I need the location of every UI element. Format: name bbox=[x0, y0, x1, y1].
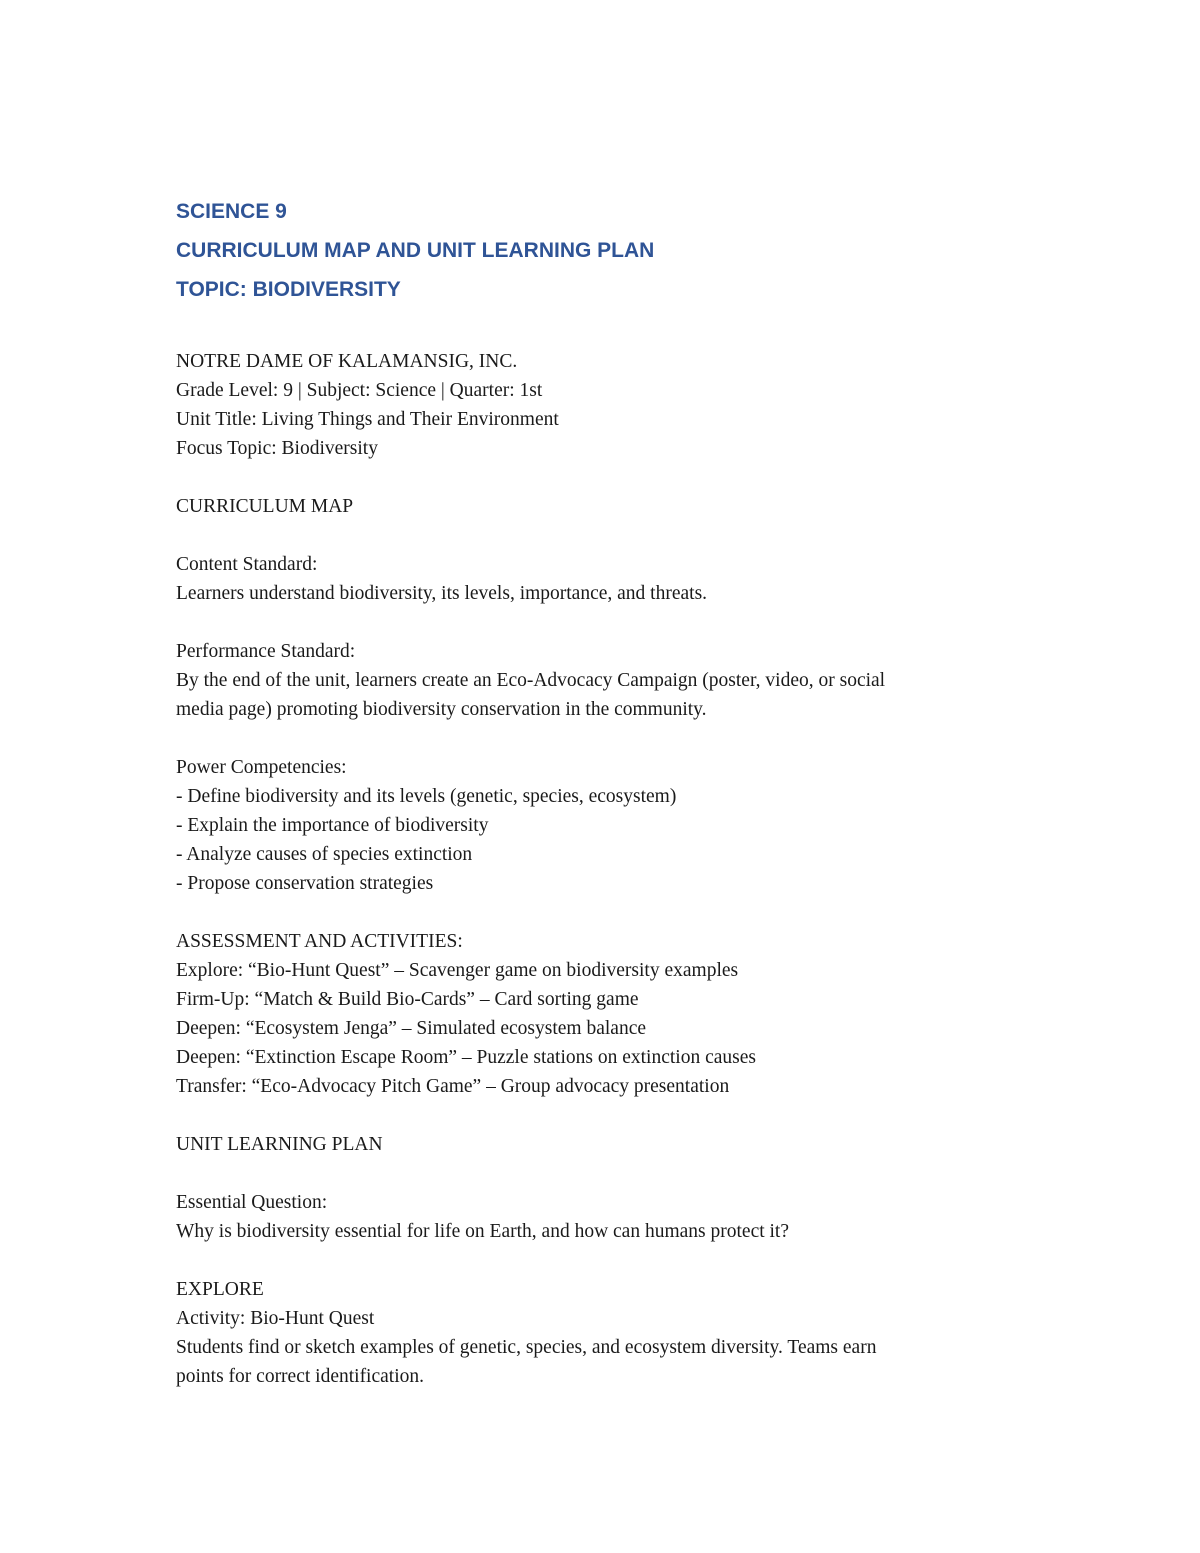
assessment-item: Transfer: “Eco-Advocacy Pitch Game” – Group advocacy presentation bbox=[176, 1076, 730, 1097]
explore-description-line-1: Students find or sketch examples of genetic, species, and ecosystem diversity. Teams earn bbox=[176, 1337, 877, 1358]
essential-question-text: Why is biodiversity essential for life on Earth, and how can humans protect it? bbox=[176, 1221, 790, 1242]
spacer bbox=[176, 1246, 1026, 1275]
power-competency-item: - Propose conservation strategies bbox=[176, 873, 434, 894]
unit-title: Unit Title: Living Things and Their Environment bbox=[176, 409, 559, 430]
assessment-item: Firm-Up: “Match & Build Bio-Cards” – Card sorting game bbox=[176, 989, 639, 1010]
explore-title: EXPLORE bbox=[176, 1279, 264, 1300]
power-competency-item: - Explain the importance of biodiversity bbox=[176, 815, 489, 836]
spacer bbox=[176, 608, 1026, 637]
content-standard-text: Learners understand biodiversity, its levels, importance, and threats. bbox=[176, 583, 708, 604]
performance-standard-label: Performance Standard: bbox=[176, 641, 356, 662]
essential-question-label: Essential Question: bbox=[176, 1192, 328, 1213]
assessment-item: Explore: “Bio-Hunt Quest” – Scavenger game on biodiversity examples bbox=[176, 960, 739, 981]
spacer bbox=[176, 463, 1026, 492]
explore-activity: Activity: Bio-Hunt Quest bbox=[176, 1308, 375, 1329]
power-competency-item: - Analyze causes of species extinction bbox=[176, 844, 473, 865]
assessment-item: Deepen: “Ecosystem Jenga” – Simulated ecosystem balance bbox=[176, 1018, 646, 1039]
spacer bbox=[176, 521, 1026, 550]
performance-standard-text-line-1: By the end of the unit, learners create an Eco-Advocacy Campaign (poster, video, or social bbox=[176, 670, 886, 691]
performance-standard-text-line-2: media page) promoting biodiversity conservation in the community. bbox=[176, 699, 707, 720]
assessment-title: ASSESSMENT AND ACTIVITIES: bbox=[176, 931, 463, 952]
spacer bbox=[176, 1159, 1026, 1188]
unit-learning-plan-title: UNIT LEARNING PLAN bbox=[176, 1134, 383, 1155]
spacer bbox=[176, 309, 1026, 347]
power-competencies-label: Power Competencies: bbox=[176, 757, 347, 778]
document-content bbox=[176, 192, 1026, 1391]
power-competency-item: - Define biodiversity and its levels (genetic, species, ecosystem) bbox=[176, 786, 677, 807]
content-standard-label: Content Standard: bbox=[176, 554, 318, 575]
spacer bbox=[176, 724, 1026, 753]
spacer bbox=[176, 898, 1026, 927]
school-name: NOTRE DAME OF KALAMANSIG, INC. bbox=[176, 351, 518, 372]
assessment-item: Deepen: “Extinction Escape Room” – Puzzle stations on extinction causes bbox=[176, 1047, 756, 1068]
heading-topic: TOPIC: BIODIVERSITY bbox=[176, 278, 401, 301]
heading-document-title: CURRICULUM MAP AND UNIT LEARNING PLAN bbox=[176, 239, 655, 262]
heading-subject: SCIENCE 9 bbox=[176, 200, 287, 223]
grade-subject-quarter: Grade Level: 9 | Subject: Science | Quarter: 1st bbox=[176, 380, 543, 401]
focus-topic: Focus Topic: Biodiversity bbox=[176, 438, 378, 459]
spacer bbox=[176, 1101, 1026, 1130]
curriculum-map-title: CURRICULUM MAP bbox=[176, 496, 354, 517]
explore-description-line-2: points for correct identification. bbox=[176, 1366, 424, 1387]
